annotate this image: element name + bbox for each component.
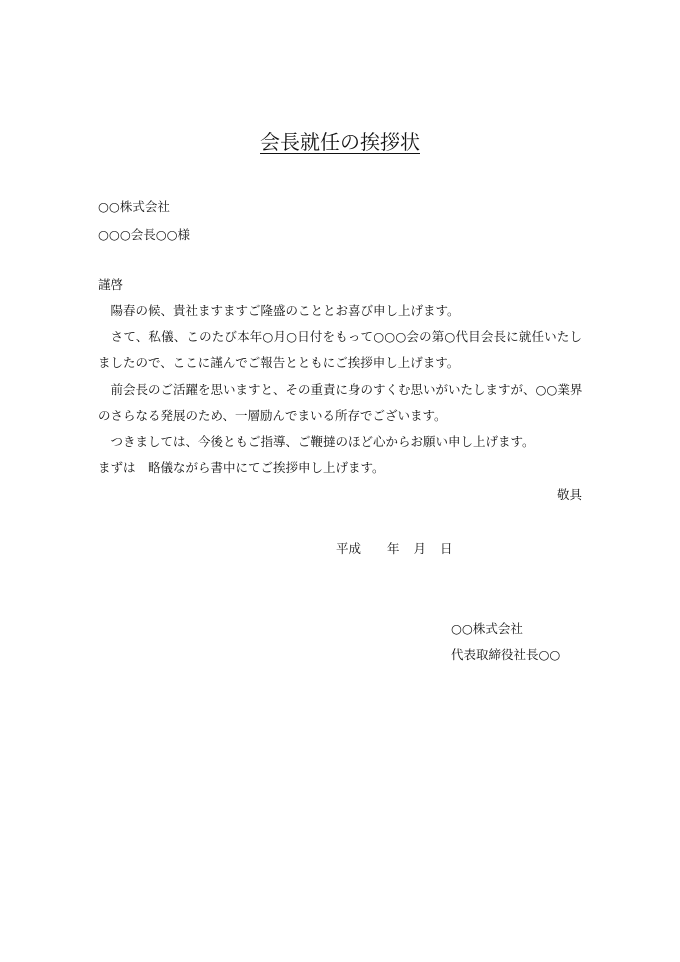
recipient-person: ○○○会長○○様 bbox=[98, 227, 191, 242]
closing-salutation: 敬具 bbox=[556, 487, 582, 502]
date-month-unit: 月 bbox=[413, 541, 427, 556]
body-line-3: ましたので、ここに謹んでご報告とともにご挨拶申し上げます。 bbox=[98, 355, 460, 370]
body-line-1: 陽春の候、貴社ますますご隆盛のこととお喜び申し上げます。 bbox=[98, 303, 460, 318]
date-line bbox=[336, 540, 453, 558]
opening-salutation: 謹啓 bbox=[98, 277, 124, 292]
sender-company: ○○株式会社 bbox=[451, 621, 523, 636]
sender-person: 代表取締役社長○○ bbox=[451, 647, 561, 662]
body-line-2: さて、私儀、このたび本年○月○日付をもって○○○会の第○代目会長に就任いたし bbox=[98, 329, 582, 344]
body-line-7: まずは 略儀ながら書中にてご挨拶申し上げます。 bbox=[98, 460, 385, 475]
date-era: 平成 bbox=[336, 541, 362, 556]
body-line-4: 前会長のご活躍を思いますと、その重責に身のすくむ思いがいたしますが、○○業界 bbox=[98, 382, 583, 397]
date-year-unit: 年 bbox=[387, 541, 400, 556]
document-title bbox=[0, 128, 680, 156]
body-line-6: つきましては、今後ともご指導、ご鞭撻のほど心からお願い申し上げます。 bbox=[98, 434, 535, 449]
date-day-unit: 日 bbox=[440, 541, 453, 556]
document-title-text: 会長就任の挨拶状 bbox=[260, 130, 420, 154]
recipient-company: ○○株式会社 bbox=[98, 199, 170, 214]
body-line-5: のさらなる発展のため、一層励んでまいる所存でございます。 bbox=[98, 408, 447, 423]
